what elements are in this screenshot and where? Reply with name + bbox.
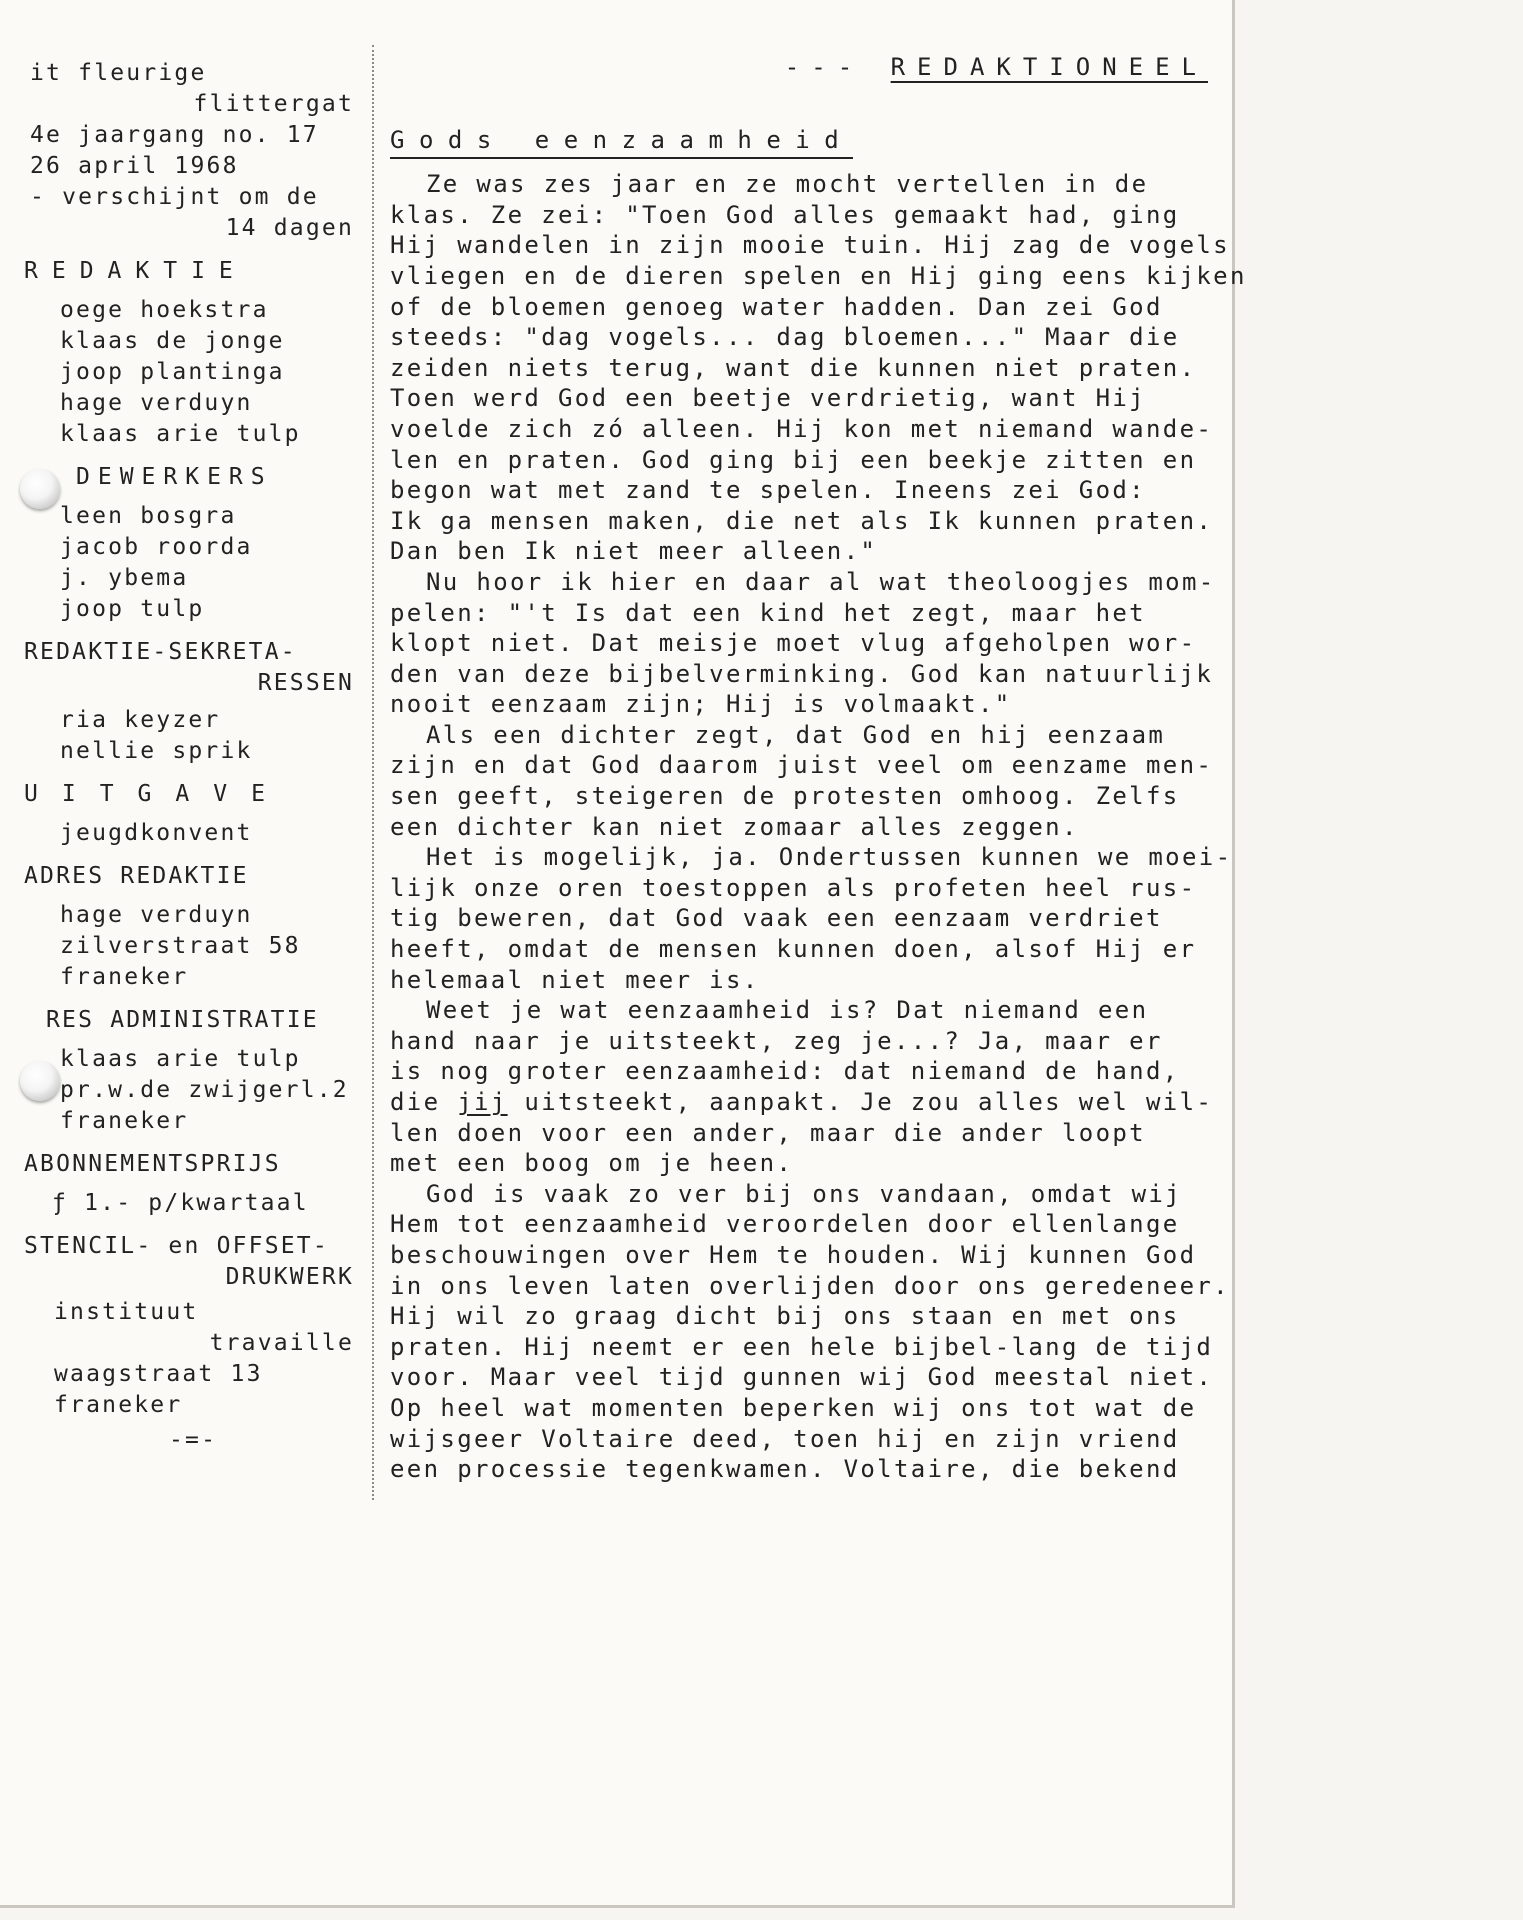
article-line-text: nooit eenzaam zijn; Hij is volmaakt." xyxy=(390,690,1012,719)
article-line xyxy=(390,995,1208,1026)
adres-redaktie-line: zilverstraat 58 xyxy=(60,933,301,959)
article-line xyxy=(390,567,1216,598)
drukwerk-heading-1: STENCIL- en OFFSET- xyxy=(24,1233,329,1259)
article-line-text: zijn en dat God daarom juist veel om eenzame men- xyxy=(390,751,1214,780)
article-line-text: len en praten. God ging bij een beekje zitten en xyxy=(390,445,1197,474)
article-line-text: Op heel wat momenten beperken wij ons tot wat de xyxy=(390,1393,1197,1422)
article-line-text: Weet je wat eenzaamheid is? Dat niemand een xyxy=(426,996,1149,1025)
article-line xyxy=(390,383,1208,414)
drukwerk-heading-2: DRUKWERK xyxy=(225,1264,354,1290)
article-line-text: Hem tot eenzaamheid veroordelen door ellenlange xyxy=(390,1210,1180,1239)
medewerker: j. ybema xyxy=(60,565,189,591)
article-line xyxy=(390,261,1247,292)
article-line xyxy=(390,1271,1230,1302)
uitgave-value: jeugdkonvent xyxy=(60,820,253,846)
article-line xyxy=(390,475,1208,506)
article-line xyxy=(390,414,1214,445)
end-mark: -=- xyxy=(169,1427,218,1453)
article-line-text: hand naar je uitsteekt, zeg je...? Ja, maar er xyxy=(390,1026,1163,1055)
article-line-text: praten. Hij neemt er een hele bijbel-lang de tijd xyxy=(390,1332,1214,1361)
drukwerk-line: travaille xyxy=(209,1330,354,1356)
article-line xyxy=(390,628,1208,659)
article-line xyxy=(390,169,1208,200)
article-line-text: den van deze bijbelverminking. God kan natuurlijk xyxy=(390,659,1214,688)
section-header-word: REDAKTIONEEL xyxy=(890,53,1208,81)
article-line xyxy=(390,1393,1208,1424)
section-header xyxy=(390,52,1208,83)
article-line-text: zeiden niets terug, want die kunnen niet praten. xyxy=(390,353,1197,382)
drukwerk-line: waagstraat 13 xyxy=(54,1361,263,1387)
article-line xyxy=(390,353,1208,384)
article-line-text: Ik ga mensen maken, die net als Ik kunnen praten. xyxy=(390,506,1214,535)
article-line-text: klas. Ze zei: "Toen God alles gemaakt had, ging xyxy=(390,200,1180,229)
article-line-text: met een boog om je heen. xyxy=(390,1149,794,1178)
article-line-text: is nog groter eenzaamheid: dat niemand de hand, xyxy=(390,1057,1180,1086)
article-line-text: helemaal niet meer is. xyxy=(390,965,760,994)
article-title: Gods eenzaamheid xyxy=(390,125,853,160)
abonnement-value: ƒ 1.- p/kwartaal xyxy=(52,1190,309,1216)
article-line xyxy=(390,230,1230,261)
article-line xyxy=(390,1332,1214,1363)
article-line-text: Als een dichter zegt, dat God en hij eenzaam xyxy=(426,720,1166,749)
section-header-prefix: --- xyxy=(784,53,865,81)
adres-redaktie-line: franeker xyxy=(60,964,189,990)
article-line-text: pelen: "'t Is dat een kind het zegt, maar het xyxy=(390,598,1146,627)
article-line-text: Hij wil zo graag dicht bij ons staan en met ons xyxy=(390,1302,1180,1331)
article-line xyxy=(390,322,1208,353)
article-line xyxy=(390,689,1208,720)
article-line xyxy=(390,1454,1208,1485)
article-line xyxy=(390,445,1208,476)
sekretaressen-heading-1: REDAKTIE-SEKRETA- xyxy=(24,639,297,665)
article-line xyxy=(390,598,1208,629)
article-line-text: Toen werd God een beetje verdrietig, want Hij xyxy=(390,384,1146,413)
adres-administratie-line: franeker xyxy=(60,1108,189,1134)
article-line-text: Dan ben Ik niet meer alleen." xyxy=(390,537,878,566)
article-line xyxy=(390,842,1233,873)
article-line xyxy=(390,506,1214,537)
article-line xyxy=(390,1056,1208,1087)
medewerkers-heading: DEWERKERS xyxy=(76,464,273,490)
article-line xyxy=(390,1362,1214,1393)
article-emphasis: jij xyxy=(457,1088,508,1116)
article-line-text: tig beweren, dat God vaak een eenzaam verdriet xyxy=(390,904,1163,933)
adres-administratie-heading: RES ADMINISTRATIE xyxy=(46,1007,319,1033)
article-line xyxy=(390,720,1208,751)
article-line-text: klopt niet. Dat meisje moet vlug afgeholpen wor- xyxy=(390,629,1197,658)
masthead-date: 26 april 1968 xyxy=(30,153,239,179)
drukwerk-line: instituut xyxy=(54,1299,199,1325)
article-line-text: heeft, omdat de mensen kunnen doen, alsof Hij er xyxy=(390,935,1197,964)
redaktie-member: joop plantinga xyxy=(60,359,285,385)
redaktie-member: klaas de jonge xyxy=(60,328,285,354)
article-line-text: een processie tegenkwamen. Voltaire, die bekend xyxy=(390,1455,1180,1484)
article-line-text: in ons leven laten overlijden door ons geredeneer. xyxy=(390,1271,1230,1300)
article-line xyxy=(390,903,1208,934)
column-divider xyxy=(372,45,374,1500)
article-line xyxy=(390,659,1214,690)
redaktie-member: klaas arie tulp xyxy=(60,421,301,447)
adres-administratie-line: klaas arie tulp xyxy=(60,1046,301,1072)
article-line xyxy=(390,536,1208,567)
article-line-text: voor. Maar veel tijd gunnen wij God meestal niet. xyxy=(390,1363,1214,1392)
redaktie-member: oege hoekstra xyxy=(60,297,269,323)
sekretaresse: nellie sprik xyxy=(60,738,253,764)
article-line-text: uitsteekt, aanpakt. Je zou alles wel wil- xyxy=(507,1088,1214,1116)
article-body xyxy=(390,169,1247,1485)
article-line xyxy=(390,1240,1208,1271)
article-line-text: sen geeft, steigeren de protesten omhoog. Zelfs xyxy=(390,782,1180,811)
redaktie-heading: REDAKTIE xyxy=(24,258,247,284)
article-line-text: begon wat met zand te spelen. Ineens zei God: xyxy=(390,476,1146,505)
article-line-text: voelde zich zó alleen. Hij kon met niemand wande- xyxy=(390,414,1214,443)
medewerker: leen bosgra xyxy=(60,503,237,529)
article-line-text: Ze was zes jaar en ze mocht vertellen in de xyxy=(426,170,1149,199)
article-line-text: of de bloemen genoeg water hadden. Dan zei God xyxy=(390,292,1163,321)
article-line xyxy=(390,965,1208,996)
article-line xyxy=(390,873,1208,904)
article-line-text: Het is mogelijk, ja. Ondertussen kunnen we moei- xyxy=(426,843,1233,872)
article-line-text: len doen voor een ander, maar die ander loopt xyxy=(390,1118,1146,1147)
sekretaressen-heading-2: RESSEN xyxy=(257,670,354,696)
editorial-column xyxy=(390,52,1247,1485)
redaktie-member: hage verduyn xyxy=(60,390,253,416)
medewerker: jacob roorda xyxy=(60,534,253,560)
article-line xyxy=(390,750,1214,781)
article-line-text: die xyxy=(390,1088,458,1116)
article-line-text: steeds: "dag vogels... dag bloemen..." Maar die xyxy=(390,323,1180,352)
sekretaresse: ria keyzer xyxy=(60,707,221,733)
article-line-text: lijk onze oren toestoppen als profeten heel rus- xyxy=(390,873,1197,902)
masthead-frequency-2: 14 dagen xyxy=(225,215,354,241)
adres-redaktie-line: hage verduyn xyxy=(60,902,253,928)
adres-administratie-line: pr.w.de zwijgerl.2 xyxy=(60,1077,349,1103)
uitgave-heading: UITGAVE xyxy=(24,781,289,807)
article-line xyxy=(390,1424,1208,1455)
abonnement-heading: ABONNEMENTSPRIJS xyxy=(24,1151,281,1177)
article-line xyxy=(390,1301,1208,1332)
article-line-text: een dichter kan niet zomaar alles zeggen. xyxy=(390,812,1079,841)
article-line xyxy=(390,1087,1214,1118)
adres-redaktie-heading: ADRES REDAKTIE xyxy=(24,863,249,889)
article-line-text: Hij wandelen in zijn mooie tuin. Hij zag de vogels xyxy=(390,231,1230,260)
article-line xyxy=(390,934,1208,965)
article-line-text: God is vaak zo ver bij ons vandaan, omdat wij xyxy=(426,1179,1182,1208)
article-line xyxy=(390,1118,1208,1149)
article-line xyxy=(390,1148,1208,1179)
article-line xyxy=(390,1179,1208,1210)
article-line-text: vliegen en de dieren spelen en Hij ging eens kijken xyxy=(390,261,1247,290)
article-line xyxy=(390,200,1208,231)
colophon xyxy=(24,58,354,1456)
masthead-frequency-1: - verschijnt om de xyxy=(30,184,319,210)
article-line xyxy=(390,812,1208,843)
article-line xyxy=(390,1209,1208,1240)
article-line-text: beschouwingen over Hem te houden. Wij kunnen God xyxy=(390,1240,1197,1269)
drukwerk-line: franeker xyxy=(54,1392,183,1418)
article-line-text: wijsgeer Voltaire deed, toen hij en zijn vriend xyxy=(390,1424,1180,1453)
masthead-issue: 4e jaargang no. 17 xyxy=(30,122,319,148)
medewerker: joop tulp xyxy=(60,596,205,622)
article-line xyxy=(390,1026,1208,1057)
article-line-text: Nu hoor ik hier en daar al wat theoloogjes mom- xyxy=(426,567,1216,596)
article-line xyxy=(390,292,1208,323)
masthead-title-1: it fleurige xyxy=(30,60,207,86)
article-line xyxy=(390,781,1208,812)
masthead-title-2: flittergat xyxy=(193,91,354,117)
